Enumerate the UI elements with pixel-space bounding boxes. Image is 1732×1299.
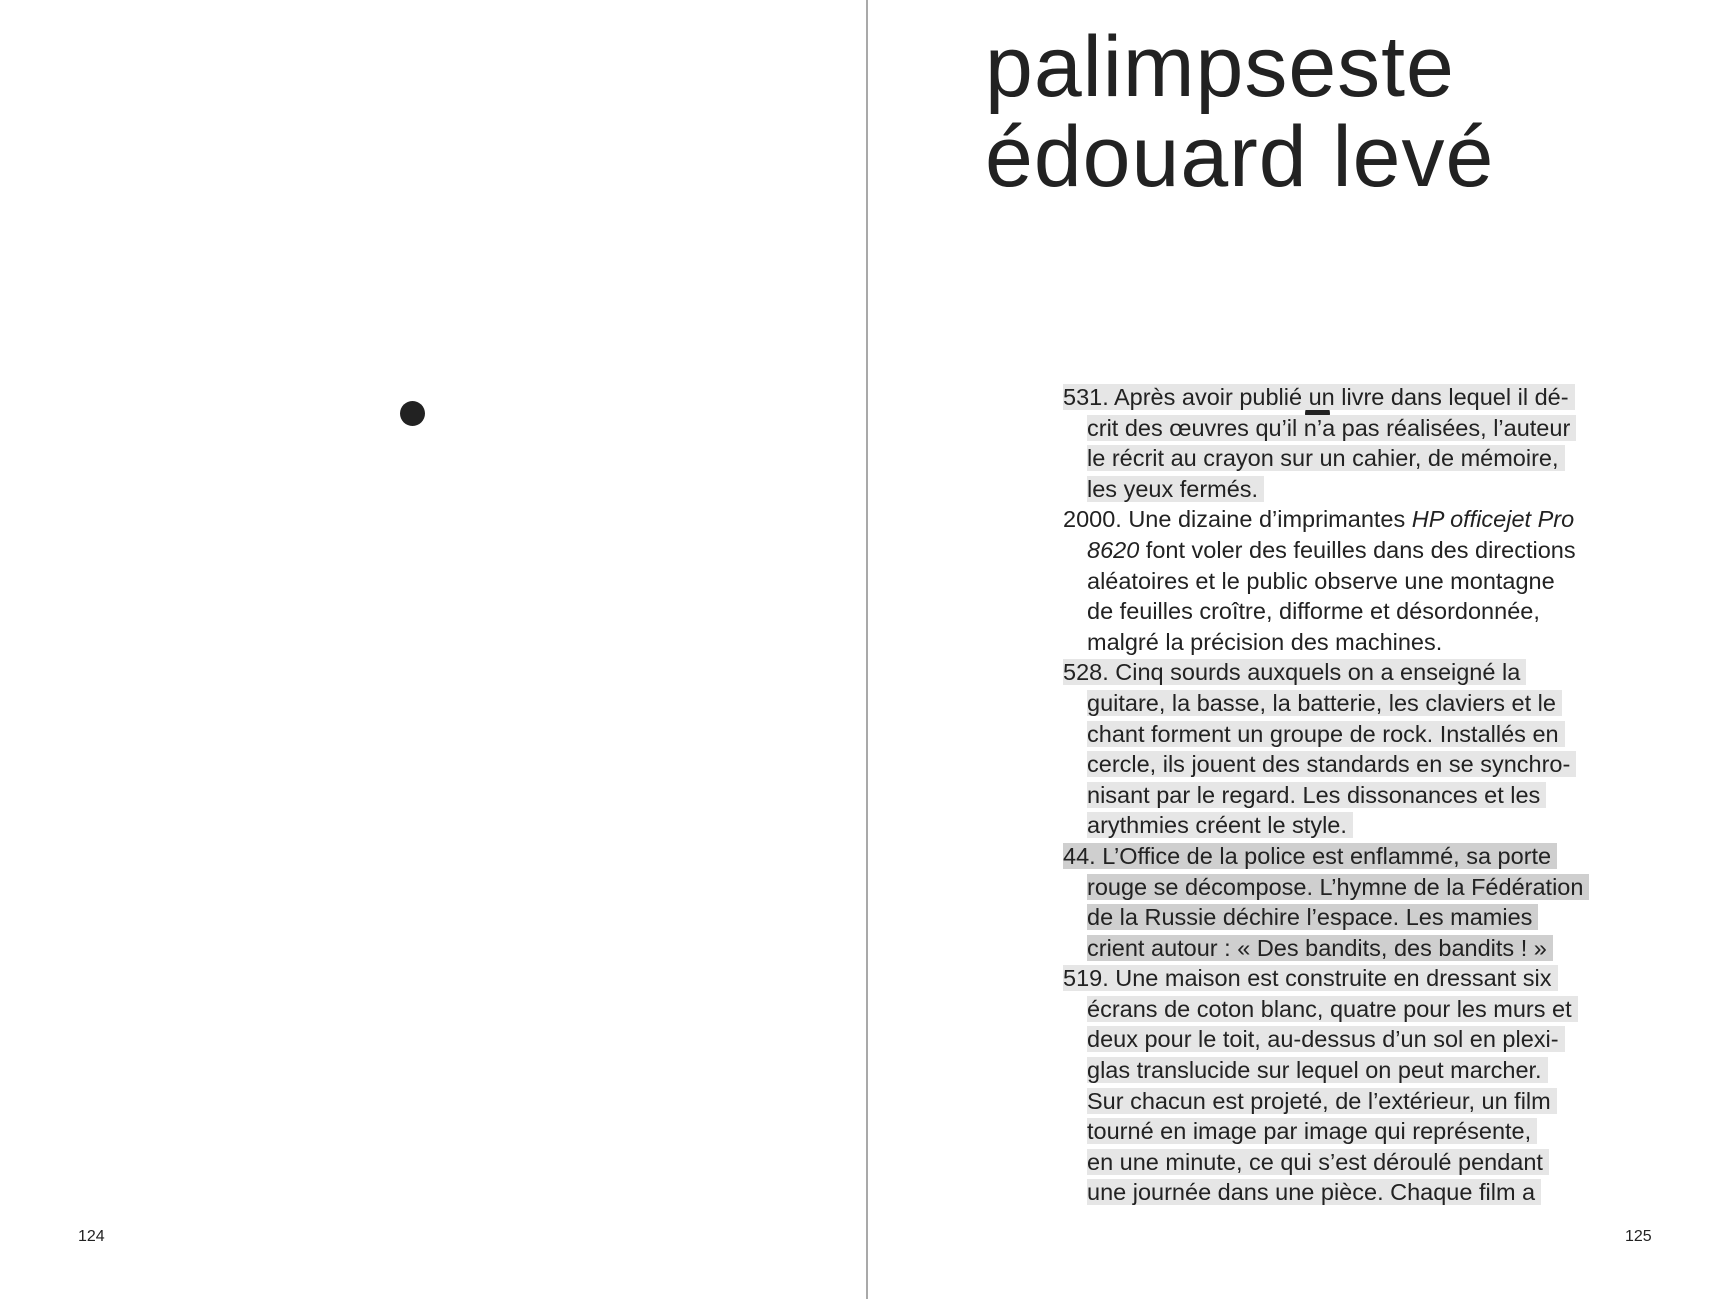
bullet-dot-left <box>400 401 425 426</box>
entry-line: Sur chacun est projeté, de l’extérieur, un film <box>1087 1088 1557 1114</box>
entry-44 <box>1063 841 1663 963</box>
entry-line: arythmies créent le style. <box>1087 812 1353 838</box>
entry-line: de feuilles croître, difforme et désordonnée, <box>1087 598 1540 625</box>
entry-line-italic: HP officejet Pro <box>1411 506 1575 533</box>
entry-2000 <box>1063 504 1663 657</box>
entry-line: cercle, ils jouent des standards en se synchro- <box>1087 751 1576 777</box>
page-number-right: 125 <box>1625 1228 1652 1245</box>
entry-line: rouge se décompose. L’hymne de la Fédération <box>1087 874 1589 900</box>
entry-line: crient autour : « Des bandits, des bandits ! » <box>1087 935 1553 961</box>
entry-line: 44. L’Office de la police est enflammé, sa porte <box>1063 843 1557 869</box>
entry-line: une journée dans une pièce. Chaque film a <box>1087 1179 1541 1205</box>
entry-line-italic: 8620 <box>1087 536 1140 563</box>
entry-line: chant forment un groupe de rock. Installés en <box>1087 721 1565 747</box>
entry-line: nisant par le regard. Les dissonances et les <box>1087 782 1546 808</box>
title-line-1: palimpseste <box>985 19 1455 115</box>
entry-line: 531. Après avoir publié un livre dans lequel il dé- <box>1063 384 1575 410</box>
page-number-left: 124 <box>78 1228 105 1245</box>
entry-line: tourné en image par image qui représente, <box>1087 1118 1537 1144</box>
entry-528 <box>1063 657 1663 841</box>
entry-line: glas translucide sur lequel on peut marcher. <box>1087 1057 1548 1083</box>
title-line-2: édouard levé <box>985 109 1495 205</box>
entry-list <box>1063 382 1663 1208</box>
page-title <box>985 19 1495 205</box>
entry-531 <box>1063 382 1663 504</box>
entry-line: le récrit au crayon sur un cahier, de mémoire, <box>1087 445 1565 471</box>
entry-line: les yeux fermés. <box>1087 476 1264 502</box>
entry-line: crit des œuvres qu’il n’a pas réalisées, l’auteur <box>1087 415 1576 441</box>
entry-line: 519. Une maison est construite en dressant six <box>1063 965 1558 991</box>
entry-line: en une minute, ce qui s’est déroulé pendant <box>1087 1149 1549 1175</box>
entry-line: 2000. Une dizaine d’imprimantes <box>1063 506 1412 533</box>
entry-line: écrans de coton blanc, quatre pour les murs et <box>1087 996 1578 1022</box>
entry-line: malgré la précision des machines. <box>1087 628 1443 655</box>
entry-line: guitare, la basse, la batterie, les claviers et le <box>1087 690 1562 716</box>
entry-line: de la Russie déchire l’espace. Les mamies <box>1087 904 1538 930</box>
entry-line: 528. Cinq sourds auxquels on a enseigné la <box>1063 659 1526 685</box>
entry-519 <box>1063 963 1663 1208</box>
entry-line: aléatoires et le public observe une montagne <box>1087 567 1555 594</box>
entry-line: font voler des feuilles dans des directions <box>1139 536 1576 563</box>
entry-line: deux pour le toit, au-dessus d’un sol en plexi- <box>1087 1026 1565 1052</box>
